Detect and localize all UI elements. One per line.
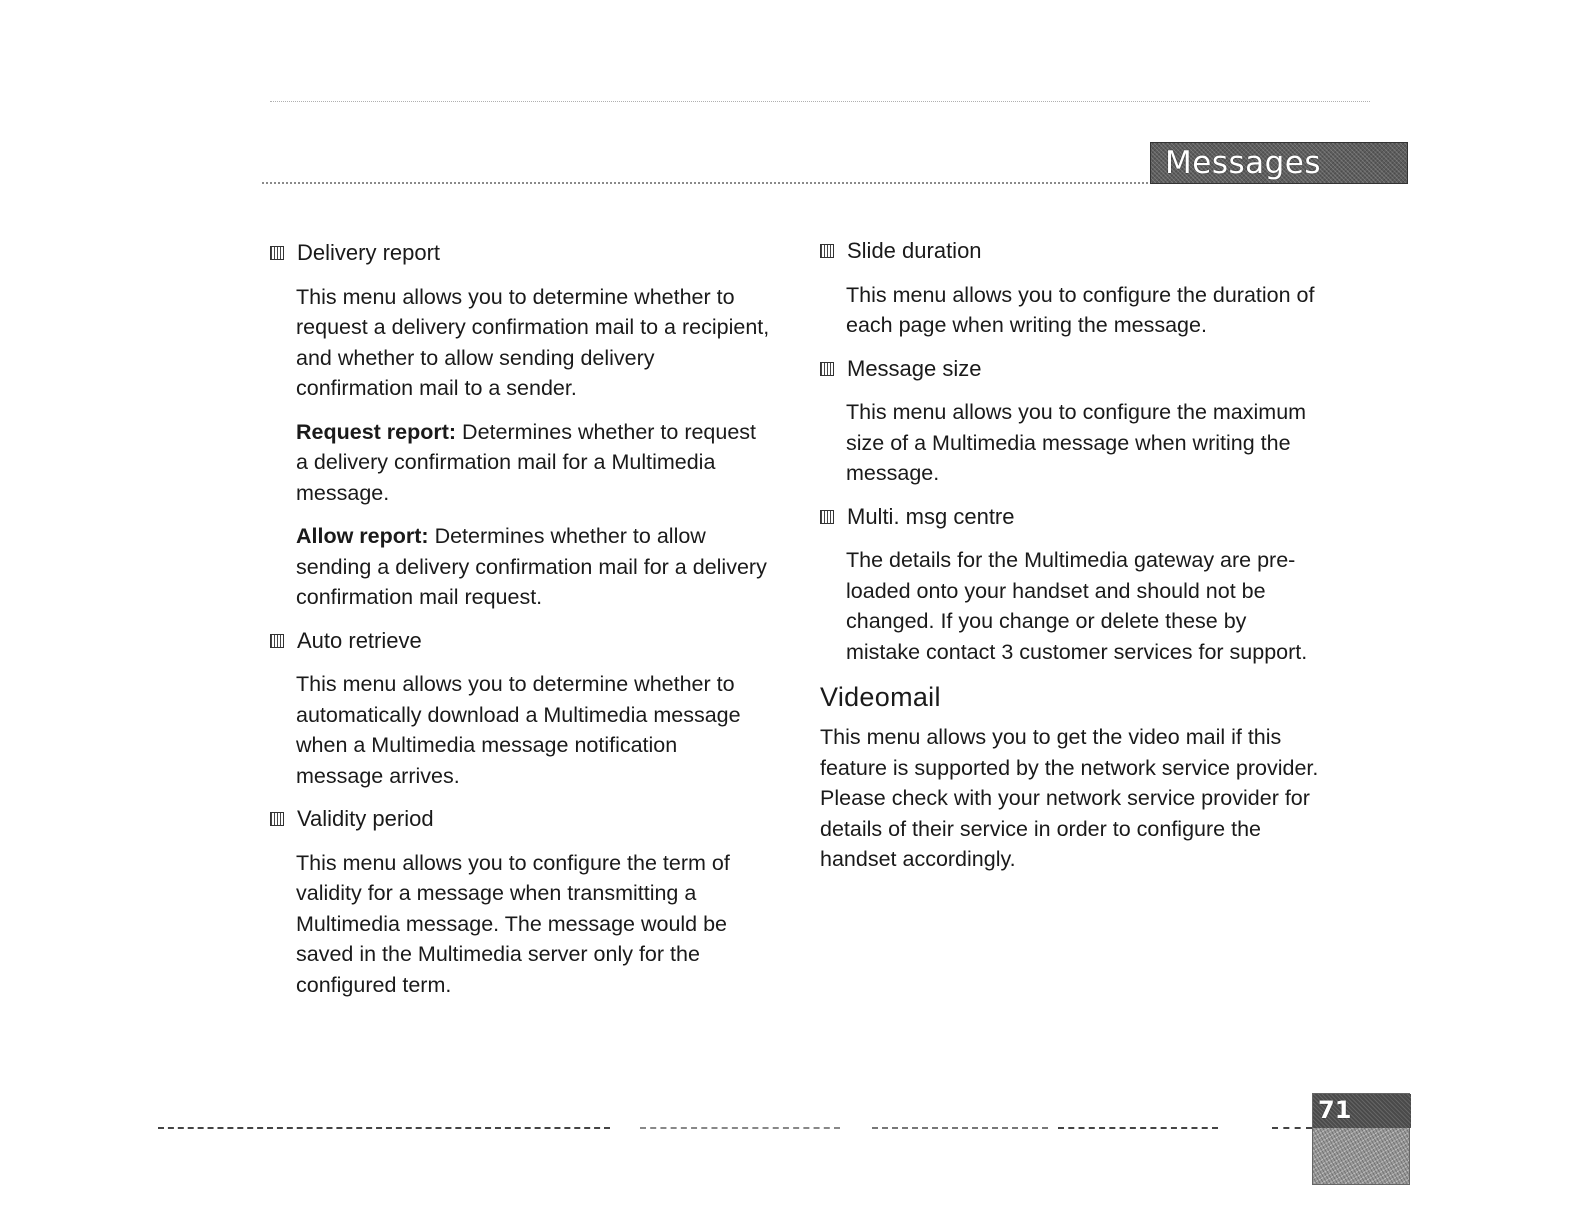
option-label: Request report: — [296, 419, 457, 444]
footer-rule — [1272, 1127, 1312, 1129]
subsection-title-videomail: Videomail — [820, 682, 941, 712]
right-column — [820, 236, 1320, 875]
item-description: This menu allows you to configure the duration of each page when writing the message. — [846, 282, 1315, 337]
menu-item-title: Delivery report — [297, 240, 441, 265]
footer-rule — [640, 1127, 840, 1129]
footer-rule — [1058, 1127, 1218, 1129]
menu-item-icon — [270, 246, 284, 260]
menu-item-icon — [820, 362, 834, 376]
footer-rule — [158, 1127, 610, 1129]
item-description: This menu allows you to configure the maximum size of a Multimedia message when writing the message. — [846, 400, 1307, 485]
menu-item-icon — [270, 812, 284, 826]
item-description: The details for the Multimedia gateway are pre-loaded onto your handset and should not be changed. If you change or delete these by mistake contact 3 customer services for support. — [846, 548, 1308, 664]
videomail-description: This menu allows you to get the video mail if this feature is supported by the network service provider. Please check with your network service provider for details of their service in order to configure the handset accordingly. — [820, 725, 1319, 871]
item-description: This menu allows you to configure the term of validity for a message when transmitting a Multimedia message. The message would be saved in the Multimedia server only for the configured term. — [296, 850, 730, 997]
header-rule — [262, 182, 1148, 184]
menu-item-title: Slide duration — [847, 238, 982, 263]
menu-item-validity-period — [270, 804, 770, 835]
menu-item-delivery-report — [270, 238, 770, 269]
page-badge-header — [1313, 1094, 1411, 1128]
menu-item-message-size — [820, 354, 1320, 385]
menu-item-title: Multi. msg centre — [847, 503, 1015, 529]
option-text: Determines whether to request a delivery confirmation mail for a Multimedia message. — [296, 419, 757, 505]
menu-item-auto-retrieve — [270, 626, 770, 657]
menu-item-multi-msg-centre — [820, 502, 1320, 533]
page-number: 71 — [1318, 1096, 1352, 1124]
item-description: This menu allows you to determine whether to automatically download a Multimedia message when a Multimedia message notification message arrives. — [296, 672, 741, 788]
left-column — [270, 238, 770, 1000]
menu-item-title: Validity period — [297, 806, 434, 831]
option-label: Allow report: — [296, 524, 429, 548]
section-tab — [1150, 142, 1408, 184]
option-allow-report — [270, 521, 770, 613]
page-number-badge — [1312, 1093, 1410, 1185]
section-title: Messages — [1165, 145, 1322, 181]
menu-item-icon — [820, 244, 834, 258]
menu-item-icon — [270, 634, 284, 648]
option-text: Determines whether to allow sending a delivery confirmation mail for a delivery confirmation mail request. — [296, 524, 767, 609]
menu-item-slide-duration — [820, 236, 1320, 267]
menu-item-title: Auto retrieve — [297, 627, 422, 653]
menu-item-title: Message size — [847, 355, 982, 381]
header-rule-top — [270, 101, 1370, 102]
footer-rule — [872, 1127, 1048, 1129]
menu-item-icon — [820, 510, 834, 524]
item-description: This menu allows you to determine whether to request a delivery confirmation mail to a recipient, and whether to allow sending delivery confirmation mail to a sender. — [296, 284, 770, 400]
option-request-report — [270, 417, 770, 509]
